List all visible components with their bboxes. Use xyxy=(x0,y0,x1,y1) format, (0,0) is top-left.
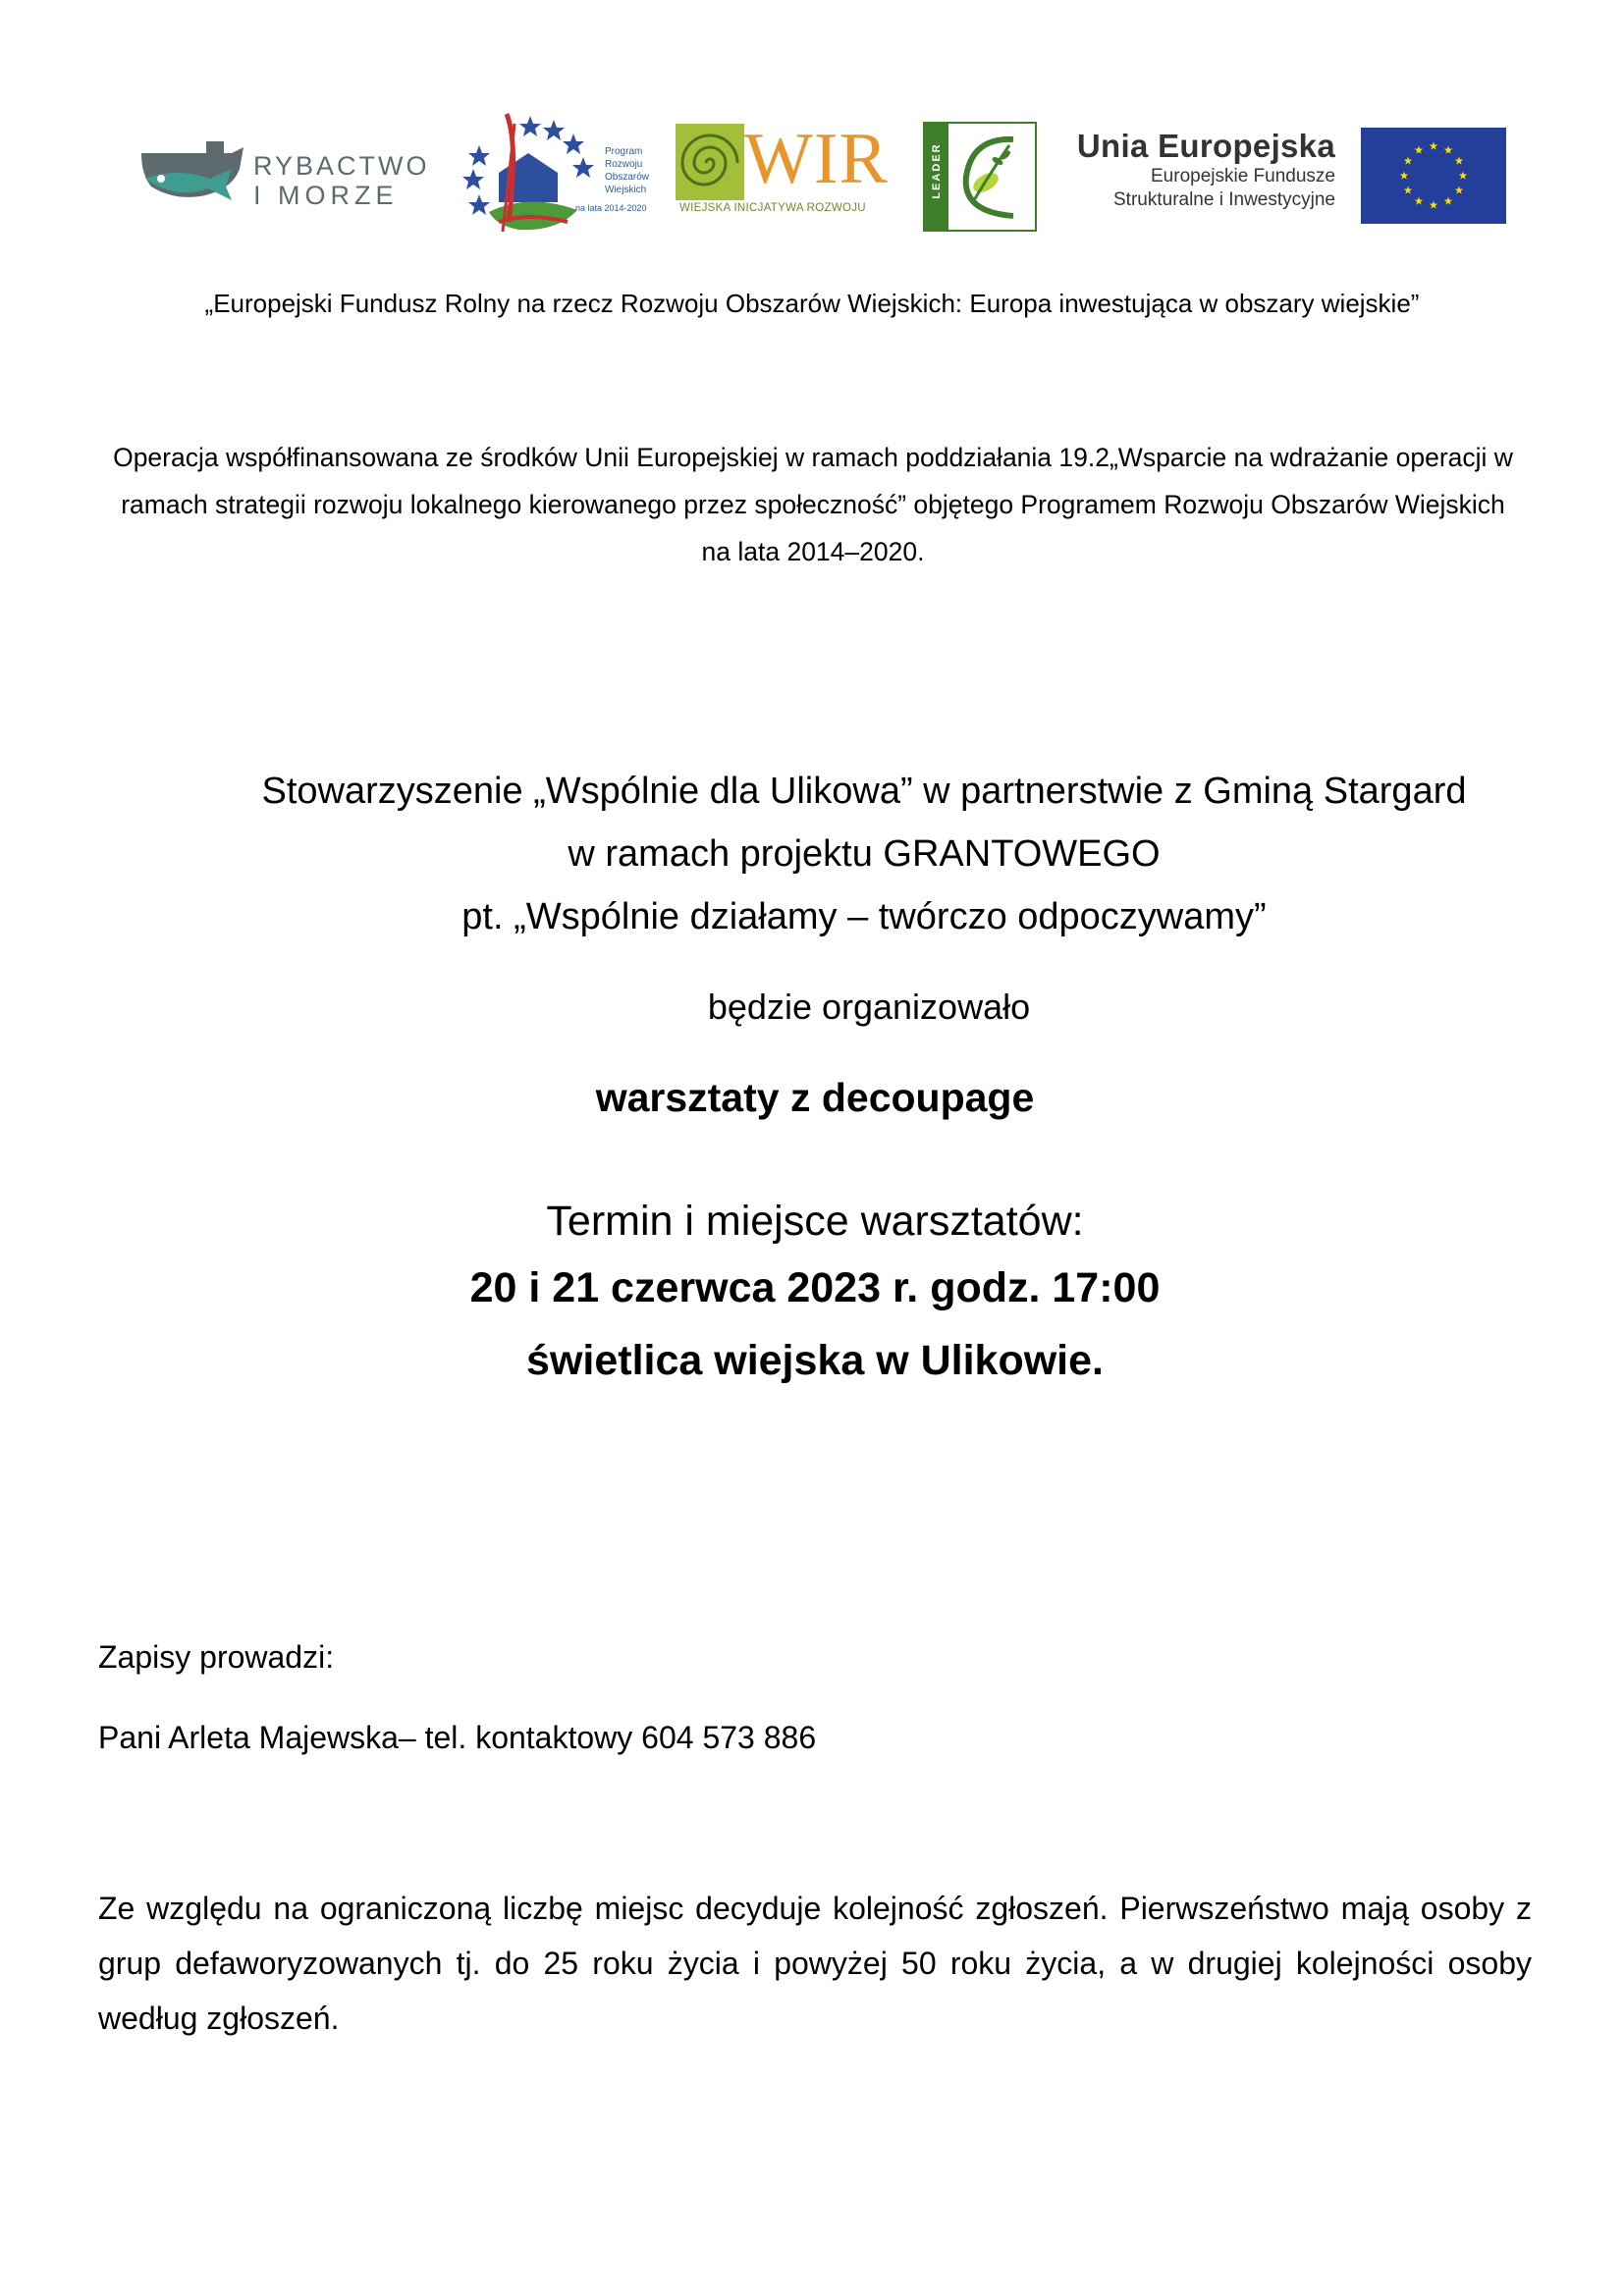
wir-logo xyxy=(676,119,901,222)
rybactwo-i-morze-logo xyxy=(137,139,432,218)
eu-star-icon xyxy=(1444,196,1453,204)
eu-star-icon xyxy=(1444,146,1453,154)
eu-flag-icon xyxy=(1361,128,1506,224)
prow-text xyxy=(605,145,649,196)
announcement-line-2: w ramach projektu GRANTOWEGO xyxy=(568,833,1161,875)
eu-line-2: Strukturalne i Inwestycyjne xyxy=(1113,189,1335,210)
eu-star-icon xyxy=(1404,157,1413,165)
priority-note: Ze względu na ograniczoną liczbę miejsc decyduje kolejność zgłoszeń. Pierwszeństwo mają osoby z grup defaworyzowanych tj. do 25 roku życia i powyżej 50 roku życia, a w drugiej kolejności osoby według zgłoszeń. xyxy=(98,1891,1532,2036)
prow-line-2: Rozwoju xyxy=(605,159,643,170)
logo-strip xyxy=(137,98,1512,245)
workshop-title: warsztaty z decoupage xyxy=(595,1075,1035,1120)
leader-logo xyxy=(923,122,1037,232)
eu-star-icon xyxy=(1430,201,1438,209)
eu-line-1: Europejskie Fundusze xyxy=(1151,166,1335,187)
wir-subtitle: WIEJSKA INICJATYWA ROZWOJU xyxy=(679,202,866,214)
rybactwo-line1: RYBACTWO xyxy=(253,151,430,181)
operation-statement: Operacja współfinansowana ze środków Unii Europejskiej w ramach poddziałania 19.2„Wsparcie na wdrażanie operacji w ramach strategii rozwoju lokalnego kierowanego przez społeczność” objętego Programem Rozwoju Obszarów Wiejskich na lata 2014–2020. xyxy=(113,443,1513,566)
termin-label: Termin i miejsce warsztatów: xyxy=(546,1198,1084,1245)
event-date: 20 i 21 czerwca 2023 r. godz. 17:00 xyxy=(469,1264,1161,1311)
prow-line-3: Obszarów xyxy=(605,172,650,183)
eu-star-icon xyxy=(1400,172,1409,180)
announcement-line-1: Stowarzyszenie „Wspólnie dla Ulikowa” w partnerstwie z Gminą Stargard xyxy=(261,771,1467,812)
eu-star-icon xyxy=(1404,187,1413,194)
eu-star-icon xyxy=(1415,146,1424,154)
eu-star-icon xyxy=(1455,157,1464,165)
event-place: świetlica wiejska w Ulikowie. xyxy=(526,1337,1104,1384)
wir-spiral-icon xyxy=(676,124,744,200)
rybactwo-line2: I MORZE xyxy=(253,181,399,210)
eu-star-icon xyxy=(1415,196,1424,204)
prow-line-4: Wiejskich xyxy=(605,185,647,195)
program-motto: „Europejski Fundusz Rolny na rzecz Rozwoju Obszarów Wiejskich: Europa inwestująca w obszary wiejskie” xyxy=(204,289,1420,318)
prow-logo xyxy=(460,104,666,241)
eu-star-icon xyxy=(1455,187,1464,194)
eu-star-icon xyxy=(1430,142,1438,150)
leader-leaf-icon xyxy=(952,132,1031,222)
prow-line-1: Program xyxy=(605,146,643,157)
announcement-line-4: będzie organizowało xyxy=(707,987,1031,1027)
prow-years: na lata 2014-2020 xyxy=(575,203,647,213)
fish-boat-icon xyxy=(137,139,247,208)
eu-funds-logo-text xyxy=(1051,128,1335,226)
eu-stars-icon xyxy=(1361,128,1506,224)
eu-star-icon xyxy=(1459,172,1468,180)
eu-title: Unia Europejska xyxy=(1076,128,1335,164)
leader-text: LEADER xyxy=(931,142,943,199)
contact-person: Pani Arleta Majewska– tel. kontaktowy 604 573 886 xyxy=(98,1720,817,1755)
contact-label: Zapisy prowadzi: xyxy=(98,1639,335,1675)
announcement-line-3: pt. „Wspólnie działamy – twórczo odpoczywamy” xyxy=(461,896,1267,937)
wir-word: WIR xyxy=(744,119,889,199)
prow-emblem-icon xyxy=(460,104,607,241)
